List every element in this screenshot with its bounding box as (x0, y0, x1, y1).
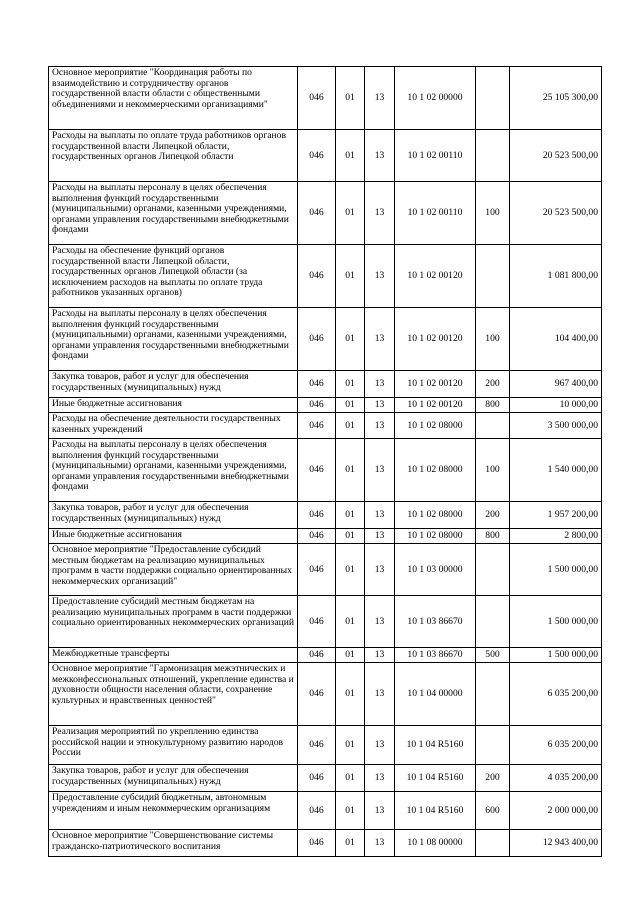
ministry-code: 046 (298, 830, 336, 857)
ministry-code: 046 (298, 529, 336, 544)
subsection-code: 13 (365, 371, 395, 398)
amount: 1 957 200,00 (510, 502, 602, 529)
expense-type: 200 (476, 371, 510, 398)
target-article: 10 1 02 00110 (395, 130, 476, 182)
section-code: 01 (336, 130, 365, 182)
section-code: 01 (336, 726, 365, 765)
subsection-code: 13 (365, 596, 395, 648)
expense-type: 100 (476, 439, 510, 502)
table-row (49, 502, 602, 529)
amount: 25 105 300,00 (510, 67, 602, 130)
row-name: Иные бюджетные ассигнования (49, 398, 298, 413)
row-name: Расходы на обеспечение деятельности государственных казенных учреждений (49, 413, 298, 439)
budget-table (48, 66, 602, 857)
row-name: Реализация мероприятий по укреплению единства российской нации и этнокультурному развитию народов России (49, 726, 298, 765)
target-article: 10 1 02 00120 (395, 308, 476, 371)
amount: 1 500 000,00 (510, 544, 602, 596)
amount: 10 000,00 (510, 398, 602, 413)
subsection-code: 13 (365, 308, 395, 371)
ministry-code: 046 (298, 663, 336, 726)
ministry-code: 046 (298, 544, 336, 596)
target-article: 10 1 03 00000 (395, 544, 476, 596)
table-row (49, 726, 602, 765)
section-code: 01 (336, 765, 365, 792)
section-code: 01 (336, 502, 365, 529)
target-article: 10 1 02 08000 (395, 439, 476, 502)
subsection-code: 13 (365, 413, 395, 439)
target-article: 10 1 04 R5160 (395, 726, 476, 765)
target-article: 10 1 02 00120 (395, 398, 476, 413)
table-row (49, 67, 602, 130)
section-code: 01 (336, 663, 365, 726)
expense-type (476, 413, 510, 439)
subsection-code: 13 (365, 67, 395, 130)
subsection-code: 13 (365, 182, 395, 245)
section-code: 01 (336, 529, 365, 544)
amount: 1 500 000,00 (510, 596, 602, 648)
expense-type (476, 245, 510, 308)
amount: 3 500 000,00 (510, 413, 602, 439)
expense-type (476, 830, 510, 857)
table-row (49, 398, 602, 413)
subsection-code: 13 (365, 502, 395, 529)
table-row (49, 371, 602, 398)
expense-type: 200 (476, 765, 510, 792)
section-code: 01 (336, 67, 365, 130)
ministry-code: 046 (298, 648, 336, 663)
table-row (49, 182, 602, 245)
row-name: Предоставление субсидий бюджетным, автономным учреждениям и иным некоммерческим организациям (49, 792, 298, 830)
amount: 2 000 000,00 (510, 792, 602, 830)
subsection-code: 13 (365, 130, 395, 182)
subsection-code: 13 (365, 792, 395, 830)
expense-type (476, 596, 510, 648)
amount: 6 035 200,00 (510, 726, 602, 765)
table-row (49, 596, 602, 648)
expense-type: 800 (476, 398, 510, 413)
target-article: 10 1 02 00120 (395, 371, 476, 398)
table-row (49, 130, 602, 182)
ministry-code: 046 (298, 413, 336, 439)
row-name: Закупка товаров, работ и услуг для обеспечения государственных (муниципальных) нужд (49, 502, 298, 529)
amount: 2 800,00 (510, 529, 602, 544)
table-row (49, 830, 602, 857)
table-row (49, 663, 602, 726)
row-name: Расходы на выплаты персоналу в целях обеспечения выполнения функций государственными (муниципальными) органами, казенными учреждениями, органами управления государственными внебюджетными фондами (49, 308, 298, 371)
section-code: 01 (336, 413, 365, 439)
row-name: Основное мероприятие "Предоставление субсидий местным бюджетам на реализацию муниципальных программ в части поддержки социально ориентированных некоммерческих организаций" (49, 544, 298, 596)
subsection-code: 13 (365, 663, 395, 726)
section-code: 01 (336, 596, 365, 648)
section-code: 01 (336, 308, 365, 371)
row-name: Основное мероприятие "Совершенствование системы гражданско-патриотического воспитания (49, 830, 298, 857)
subsection-code: 13 (365, 398, 395, 413)
expense-type (476, 663, 510, 726)
table-row (49, 439, 602, 502)
table-row (49, 308, 602, 371)
ministry-code: 046 (298, 502, 336, 529)
amount: 4 035 200,00 (510, 765, 602, 792)
section-code: 01 (336, 648, 365, 663)
target-article: 10 1 03 86670 (395, 596, 476, 648)
row-name: Расходы на обеспечение функций органов государственной власти Липецкой области, государственных органов Липецкой области (за исключением расходов на выплаты по оплате труда работников указанных органов) (49, 245, 298, 308)
amount: 1 500 000,00 (510, 648, 602, 663)
expense-type: 100 (476, 308, 510, 371)
row-name: Расходы на выплаты по оплате труда работников органов государственной власти Липецкой области, государственных органов Липецкой области (49, 130, 298, 182)
ministry-code: 046 (298, 439, 336, 502)
ministry-code: 046 (298, 398, 336, 413)
row-name: Закупка товаров, работ и услуг для обеспечения государственных (муниципальных) нужд (49, 371, 298, 398)
table-row (49, 765, 602, 792)
subsection-code: 13 (365, 830, 395, 857)
subsection-code: 13 (365, 529, 395, 544)
target-article: 10 1 02 00110 (395, 182, 476, 245)
table-row (49, 245, 602, 308)
amount: 6 035 200,00 (510, 663, 602, 726)
amount: 1 081 800,00 (510, 245, 602, 308)
expense-type: 500 (476, 648, 510, 663)
table-row (49, 529, 602, 544)
expense-type: 800 (476, 529, 510, 544)
amount: 20 523 500,00 (510, 130, 602, 182)
amount: 1 540 000,00 (510, 439, 602, 502)
target-article: 10 1 03 86670 (395, 648, 476, 663)
ministry-code: 046 (298, 308, 336, 371)
ministry-code: 046 (298, 726, 336, 765)
row-name: Расходы на выплаты персоналу в целях обеспечения выполнения функций государственными (муниципальными) органами, казенными учреждениями, органами управления государственными внебюджетными фондами (49, 439, 298, 502)
section-code: 01 (336, 830, 365, 857)
ministry-code: 046 (298, 245, 336, 308)
row-name: Иные бюджетные ассигнования (49, 529, 298, 544)
target-article: 10 1 08 00000 (395, 830, 476, 857)
ministry-code: 046 (298, 130, 336, 182)
section-code: 01 (336, 398, 365, 413)
target-article: 10 1 02 08000 (395, 413, 476, 439)
subsection-code: 13 (365, 726, 395, 765)
ministry-code: 046 (298, 765, 336, 792)
amount: 967 400,00 (510, 371, 602, 398)
row-name: Межбюджетные трансферты (49, 648, 298, 663)
ministry-code: 046 (298, 67, 336, 130)
expense-type (476, 726, 510, 765)
target-article: 10 1 04 R5160 (395, 765, 476, 792)
subsection-code: 13 (365, 648, 395, 663)
row-name: Основное мероприятие "Координация работы по взаимодействию и сотрудничеству органов государственной власти области с общественными объединениями и некоммерческими организациями" (49, 67, 298, 130)
row-name: Расходы на выплаты персоналу в целях обеспечения выполнения функций государственными (муниципальными) органами, казенными учреждениями, органами управления государственными внебюджетными фондами (49, 182, 298, 245)
table-row (49, 544, 602, 596)
target-article: 10 1 02 08000 (395, 502, 476, 529)
row-name: Предоставление субсидий местным бюджетам на реализацию муниципальных программ в части поддержки социально ориентированных некоммерческих организаций (49, 596, 298, 648)
section-code: 01 (336, 544, 365, 596)
subsection-code: 13 (365, 765, 395, 792)
subsection-code: 13 (365, 245, 395, 308)
expense-type (476, 130, 510, 182)
target-article: 10 1 04 00000 (395, 663, 476, 726)
expense-type (476, 544, 510, 596)
table-row (49, 792, 602, 830)
target-article: 10 1 02 00120 (395, 245, 476, 308)
table-row (49, 648, 602, 663)
subsection-code: 13 (365, 544, 395, 596)
amount: 20 523 500,00 (510, 182, 602, 245)
target-article: 10 1 04 R5160 (395, 792, 476, 830)
amount: 12 943 400,00 (510, 830, 602, 857)
row-name: Закупка товаров, работ и услуг для обеспечения государственных (муниципальных) нужд (49, 765, 298, 792)
ministry-code: 046 (298, 792, 336, 830)
table-row (49, 413, 602, 439)
section-code: 01 (336, 792, 365, 830)
ministry-code: 046 (298, 596, 336, 648)
section-code: 01 (336, 439, 365, 502)
subsection-code: 13 (365, 439, 395, 502)
expense-type (476, 67, 510, 130)
row-name: Основное мероприятие "Гармонизация межэтнических и межконфессиональных отношений, укрепление единства и духовности общности населения области, сохранение культурных и нравственных ценностей" (49, 663, 298, 726)
section-code: 01 (336, 182, 365, 245)
section-code: 01 (336, 245, 365, 308)
amount: 104 400,00 (510, 308, 602, 371)
ministry-code: 046 (298, 182, 336, 245)
target-article: 10 1 02 08000 (395, 529, 476, 544)
ministry-code: 046 (298, 371, 336, 398)
target-article: 10 1 02 00000 (395, 67, 476, 130)
expense-type: 200 (476, 502, 510, 529)
section-code: 01 (336, 371, 365, 398)
expense-type: 100 (476, 182, 510, 245)
expense-type: 600 (476, 792, 510, 830)
